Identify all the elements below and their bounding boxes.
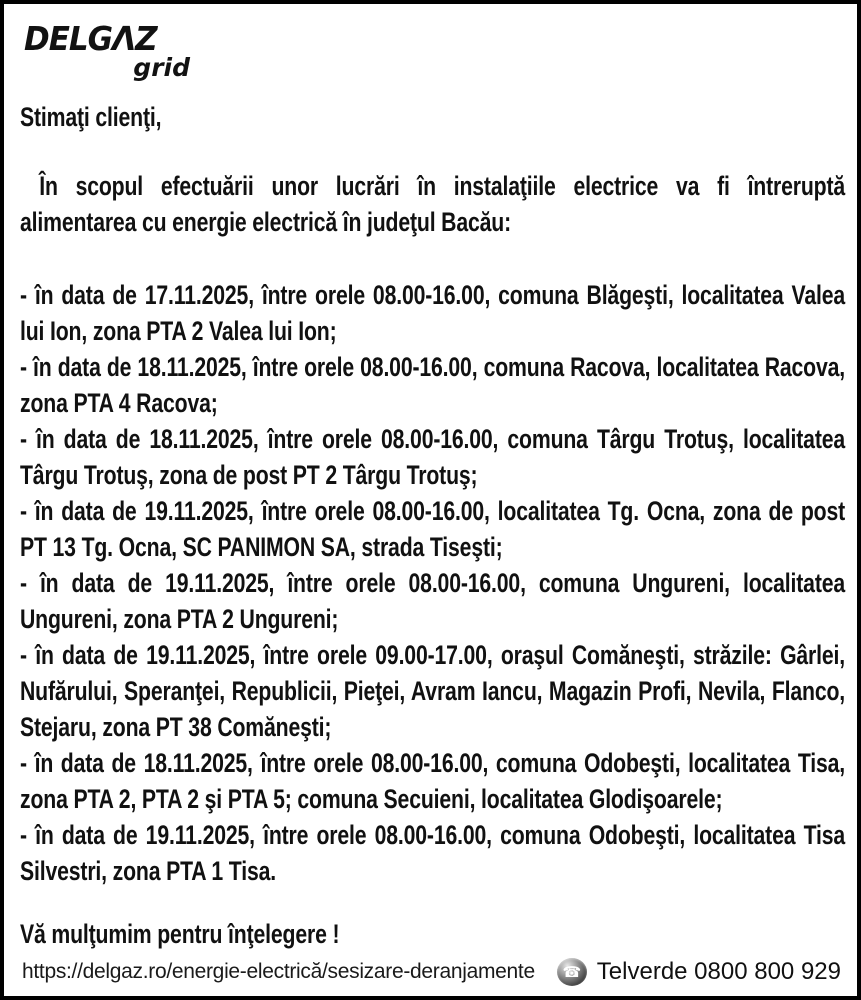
- outage-list: [20, 277, 845, 889]
- outage-item: - în data de 18.11.2025, între orele 08.00-16.00, comuna Târgu Trotuş, localitatea Târgu Trotuş, zona de post PT 2 Târgu Trotuş;: [20, 424, 846, 490]
- outage-item: - în data de 19.11.2025, între orele 09.00-17.00, oraşul Comăneşti, străzile: Gârlei, Nufărului, Speranţei, Republicii, Pieţei, Avram Iancu, Magazin Profi, Nevila, Flanco, Stejaru, zona PT 38 Comăneşti;: [20, 640, 846, 742]
- intro-paragraph: În scopul efectuării unor lucrări în instalaţiile electrice va fi întreruptă alimentarea cu energie electrică în judeţul Bacău:: [20, 171, 846, 237]
- outage-item: - în data de 18.11.2025, între orele 08.00-16.00, comuna Racova, localitatea Racova, zona PTA 4 Racova;: [20, 352, 846, 418]
- outage-item: - în data de 19.11.2025, între orele 08.00-16.00, comuna Ungureni, localitatea Ungureni, zona PTA 2 Ungureni;: [20, 568, 846, 634]
- outage-item: - în data de 19.11.2025, între orele 08.00-16.00, comuna Odobeşti, localitatea Tisa Silvestri, zona PTA 1 Tisa.: [20, 820, 846, 886]
- footer: [22, 958, 841, 986]
- footer-url[interactable]: https://delgaz.ro/energie-electrică/sesizare-deranjamente: [22, 960, 535, 983]
- closing-text: Vă mulţumim pentru înţelegere !: [20, 919, 340, 949]
- phone-contact: [557, 958, 841, 986]
- delgaz-logo-text: DELGΛZ: [24, 20, 157, 59]
- outage-item: - în data de 18.11.2025, între orele 08.00-16.00, comuna Odobeşti, localitatea Tisa, zona PTA 2, PTA 2 şi PTA 5; comuna Secuieni, localitatea Glodişoarele;: [20, 748, 846, 814]
- telephone-icon: ☎: [557, 958, 587, 986]
- phone-label: Telverde 0800 800 929: [596, 958, 841, 985]
- delgaz-grid-logo: [24, 20, 194, 82]
- salutation-text: Stimaţi clienţi,: [20, 102, 162, 132]
- outage-item: - în data de 19.11.2025, între orele 08.00-16.00, localitatea Tg. Ocna, zona de post PT 13 Tg. Ocna, SC PANIMON SA, strada Tiseşti;: [20, 496, 846, 562]
- outage-item: - în data de 17.11.2025, între orele 08.00-16.00, comuna Blăgeşti, localitatea Valea lui Ion, zona PTA 2 Valea lui Ion;: [20, 280, 846, 346]
- grid-logo-text: grid: [133, 53, 190, 82]
